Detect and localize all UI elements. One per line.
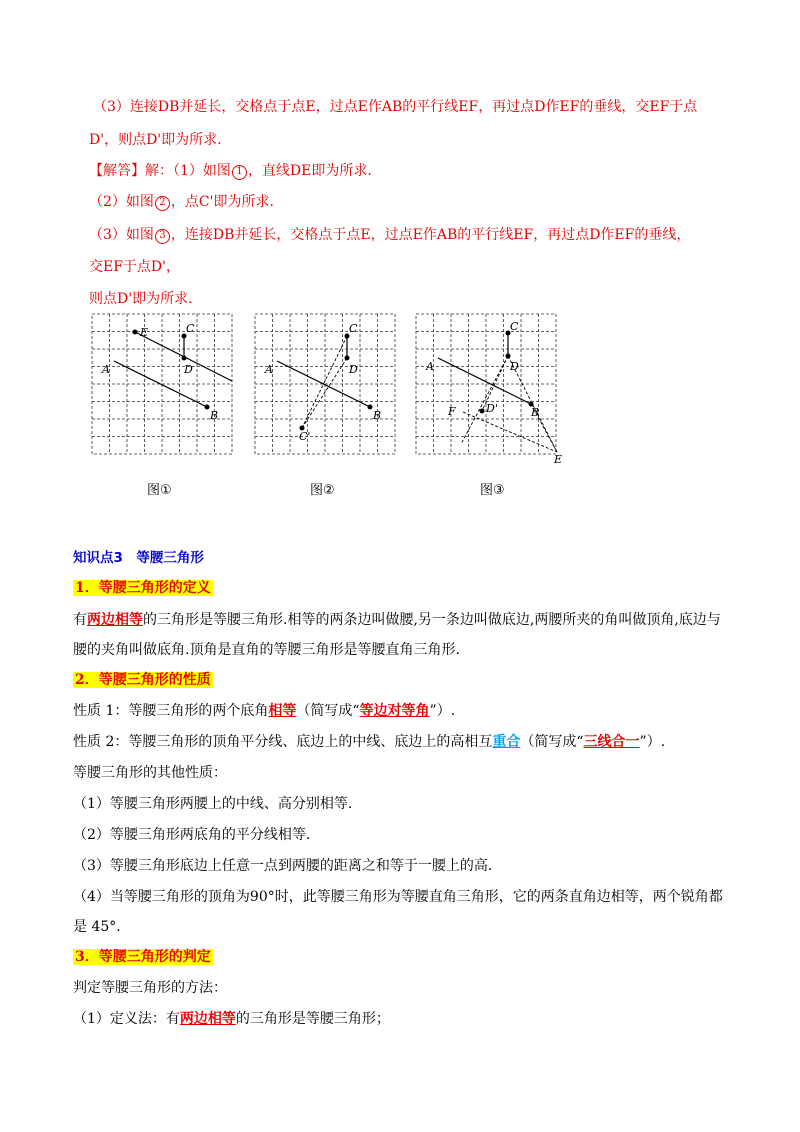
other-property-2: （2）等腰三角形两底角的平分线相等. xyxy=(73,827,311,843)
section2-heading xyxy=(73,669,213,689)
fig2-label-Cprime: C' xyxy=(299,430,311,443)
other-property-3: （3）等腰三角形底边上任意一点到两腰的距离之和等于一腰上的高. xyxy=(73,858,493,874)
circle-number-2: 2 xyxy=(155,196,170,211)
section1-para2: 腰的夹角叫做底角.顶角是直角的等腰三角形是等腰直角三角形. xyxy=(73,642,460,658)
judge-method-1 xyxy=(73,1008,390,1028)
answer-line3 xyxy=(89,224,690,244)
fig2-label-A: A xyxy=(265,363,273,376)
fig2-label-D: D xyxy=(349,363,358,376)
other-property-4-line2: 是 45°. xyxy=(73,919,121,935)
figure-2-caption: 图② xyxy=(310,483,335,498)
fig3-label-Dprime: D' xyxy=(486,402,498,415)
fig3-label-A: A xyxy=(426,360,434,373)
judge-title: 判定等腰三角形的方法： xyxy=(73,980,227,996)
fig3-label-D: D xyxy=(510,360,519,373)
figure-1-grid xyxy=(90,312,235,457)
answer2-prefix: （2）如图 xyxy=(89,194,154,210)
section3-title: 3．等腰三角形的判定 xyxy=(75,949,211,965)
fig3-label-B: B xyxy=(531,406,540,419)
fig3-label-C: C xyxy=(510,320,519,333)
prop2-text-c: ”）. xyxy=(639,734,666,750)
figure-3-caption: 图③ xyxy=(480,483,505,498)
section1-title: 1．等腰三角形的定义 xyxy=(75,580,211,596)
prop2-highlight2: 三线合一 xyxy=(583,734,640,750)
prop1-text-b: （简写成“ xyxy=(296,703,360,719)
fig1-label-B: B xyxy=(210,409,219,422)
property1 xyxy=(73,700,455,720)
fig1-label-C: C xyxy=(186,322,195,335)
answer-prefix: 【解答】解：（1）如图 xyxy=(89,163,231,179)
answer3-prefix: （3）如图 xyxy=(89,227,154,243)
solution-step3-line2: D'，则点D'即为所求. xyxy=(89,132,222,148)
section3-heading xyxy=(73,946,213,966)
prop2-highlight: 重合 xyxy=(492,734,521,750)
fig1-label-D: D xyxy=(184,363,193,376)
prop1-highlight2: 等边对等角 xyxy=(359,703,430,719)
s1-text-a: 有 xyxy=(73,612,87,628)
prop1-text-a: 性质 1：等腰三角形的两个底角 xyxy=(73,703,269,719)
other-properties-title: 等腰三角形的其他性质： xyxy=(73,765,227,781)
judge1-text-b: 的三角形是等腰三角形； xyxy=(235,1011,390,1027)
other-property-1: （1）等腰三角形两腰上的中线、高分别相等. xyxy=(73,796,353,812)
figure-1-caption: 图① xyxy=(147,483,172,498)
section1-heading xyxy=(73,577,213,597)
answer3-line3: 则点D'即为所求. xyxy=(89,291,193,307)
solution-step3-line1: （3）连接DB并延长，交格点于点E，过点E作AB的平行线EF，再过点D作EF的垂线，交EF于点 xyxy=(93,99,698,115)
prop2-text-a: 性质 2：等腰三角形的顶角平分线、底边上的中线、底边上的高相互 xyxy=(73,734,493,750)
s1-text-b: 的三角形是等腰三角形.相等的两条边叫做腰,另一条边叫做底边,两腰所夹的角叫做顶角,底边与 xyxy=(143,612,721,628)
figure-3-grid xyxy=(414,312,574,467)
answer3-line2: 交EF于点D'， xyxy=(89,259,181,275)
answer3-rest: ，连接DB并延长，交格点于点E，过点E作AB的平行线EF，再过点D作EF的垂线， xyxy=(170,227,691,243)
fig3-label-E: E xyxy=(554,453,563,466)
circle-number-3: 3 xyxy=(155,229,170,244)
fig1-label-E: E xyxy=(140,326,149,339)
figure-2-grid xyxy=(253,312,398,457)
answer2-rest: ，点C'即为所求. xyxy=(170,194,274,210)
fig1-label-A: A xyxy=(102,363,110,376)
s1-highlight: 两边相等 xyxy=(87,612,143,628)
judge1-highlight: 两边相等 xyxy=(179,1011,236,1027)
answer-line1 xyxy=(89,160,372,180)
other-property-4-line1: （4）当等腰三角形的顶角为90°时，此等腰三角形为等腰直角三角形，它的两条直角边相等，两个锐角都 xyxy=(73,889,723,905)
knowledge-point-title: 知识点3 等腰三角形 xyxy=(73,550,204,566)
fig3-label-F: F xyxy=(448,405,456,418)
property2 xyxy=(73,731,665,751)
fig2-label-B: B xyxy=(373,409,382,422)
answer-rest1: ，直线DE即为所求. xyxy=(247,163,372,179)
section1-para1 xyxy=(73,609,721,629)
judge1-text-a: （1）定义法：有 xyxy=(73,1011,180,1027)
fig2-label-C: C xyxy=(349,322,358,335)
section2-title: 2．等腰三角形的性质 xyxy=(75,672,211,688)
circle-number-1: 1 xyxy=(232,165,247,180)
prop2-text-b: （简写成“ xyxy=(520,734,584,750)
prop1-highlight: 相等 xyxy=(268,703,297,719)
prop1-text-c: ”）. xyxy=(429,703,456,719)
answer-line2 xyxy=(89,191,274,211)
